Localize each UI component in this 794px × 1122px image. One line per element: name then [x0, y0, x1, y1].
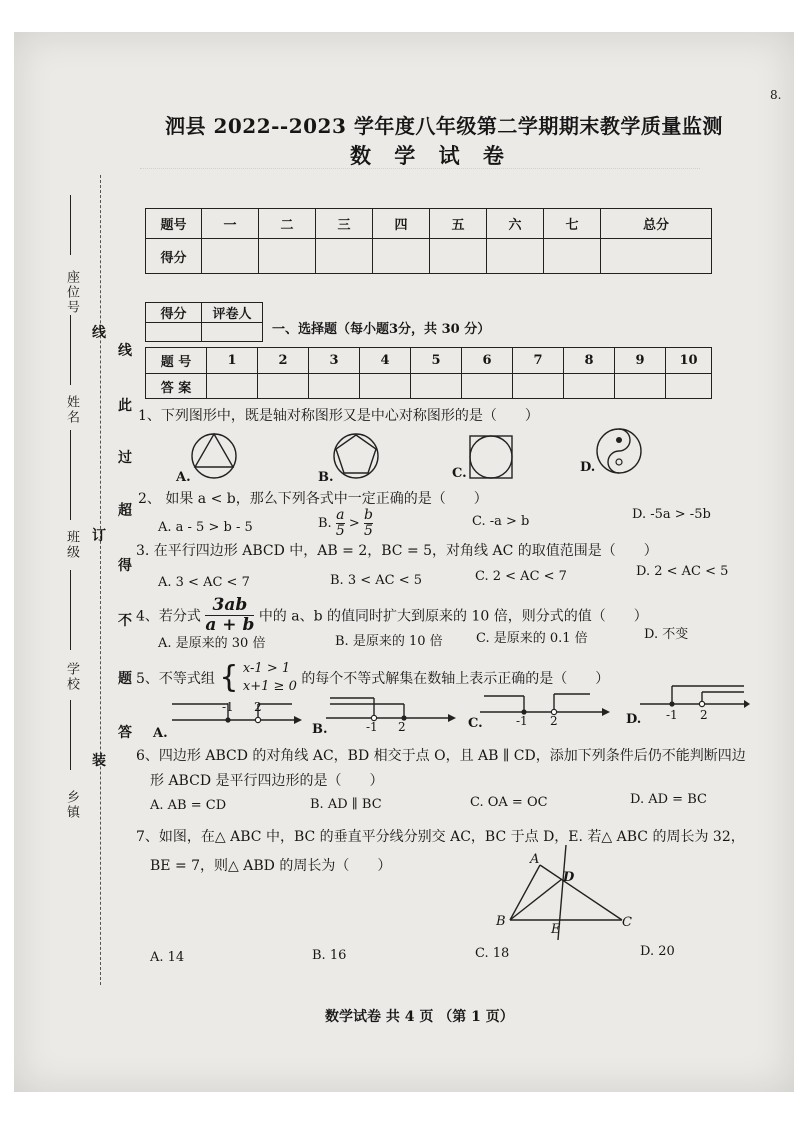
- seal-word: 线: [118, 343, 132, 359]
- q4-option-a: A. 是原来的 30 倍: [158, 636, 266, 651]
- page-footer: 数学试卷 共 4 页 （第 1 页）: [325, 1009, 514, 1025]
- score-table-header: 六: [487, 209, 544, 239]
- score-cell[interactable]: [430, 239, 487, 274]
- q7-option-d: D. 20: [640, 944, 675, 959]
- cut-word-bind: 装: [92, 753, 106, 769]
- q4-stem-prefix: 4、若分式: [136, 608, 201, 625]
- score-cell[interactable]: [601, 239, 712, 274]
- seal-word: 超: [118, 503, 132, 519]
- fraction-numerator: a: [336, 507, 345, 523]
- field-line: [70, 570, 71, 650]
- question-7-stem-line1: 7、如图，在△ ABC 中，BC 的垂直平分线分别交 AC，BC 于点 D，E. 若△ ABC 的周长为 32，: [136, 829, 745, 845]
- answer-cell[interactable]: [666, 374, 712, 399]
- field-line: [70, 430, 71, 520]
- answer-cell[interactable]: [615, 374, 666, 399]
- q2-option-a: A. a - 5 > b - 5: [158, 520, 253, 535]
- q3-option-b: B. 3 < AC < 5: [330, 573, 423, 588]
- score-cell[interactable]: [259, 239, 316, 274]
- q7-label-a: A: [530, 852, 540, 867]
- question-6-stem-line1: 6、四边形 ABCD 的对角线 AC，BD 相交于点 O，且 AB ∥ CD，添加下列条件后仍不能判断四边: [136, 748, 746, 764]
- q5-d-tick-pos: 2: [700, 708, 708, 722]
- answer-cell[interactable]: [564, 374, 615, 399]
- seal-word: 得: [118, 558, 132, 574]
- q5-a-tick-pos: 2: [254, 700, 262, 714]
- score-table-header: 一: [202, 209, 259, 239]
- q5-b-tick-pos: 2: [398, 720, 406, 734]
- q2-option-b: [318, 508, 373, 539]
- q2-option-d: D. -5a > -5b: [632, 507, 711, 522]
- question-7-stem-line2: BE = 7，则△ ABD 的周长为（ ）: [150, 858, 392, 874]
- answer-table-header: 题 号: [146, 348, 207, 374]
- score-table-header: 三: [316, 209, 373, 239]
- q5-b-tick-neg: -1: [366, 720, 378, 734]
- score-cell[interactable]: [202, 239, 259, 274]
- score-table-header: 七: [544, 209, 601, 239]
- q1-figure-b-circle-pentagon: [332, 432, 380, 480]
- q4-option-c: C. 是原来的 0.1 倍: [476, 631, 588, 646]
- seat-number-field: 座位号: [64, 270, 79, 315]
- score-cell[interactable]: [544, 239, 601, 274]
- score-cell[interactable]: [316, 239, 373, 274]
- q7-label-c: C: [622, 915, 632, 930]
- q1-option-c-label: C.: [452, 466, 467, 481]
- answer-cell[interactable]: [309, 374, 360, 399]
- score-table: [145, 208, 712, 274]
- score-table-header: 五: [430, 209, 487, 239]
- q6-option-c: C. OA = OC: [470, 795, 548, 810]
- answer-cell[interactable]: [360, 374, 411, 399]
- q5-inequality-1: x-1 > 1: [242, 661, 291, 676]
- answer-table-header: 4: [360, 348, 411, 374]
- q3-option-c: C. 2 < AC < 7: [475, 569, 567, 584]
- answer-table-header: 1: [207, 348, 258, 374]
- score-cell[interactable]: [373, 239, 430, 274]
- answer-cell[interactable]: [513, 374, 564, 399]
- fraction-denominator: 5: [363, 523, 373, 539]
- q1-option-d-label: D.: [580, 460, 596, 475]
- answer-cell[interactable]: [207, 374, 258, 399]
- q5-number-line-c: [480, 686, 610, 726]
- question-6-stem-line2: 形 ABCD 是平行四边形的是（ ）: [150, 773, 384, 789]
- q7-label-d: D: [563, 870, 575, 885]
- q6-option-b: B. AD ∥ BC: [310, 797, 382, 812]
- q4-fraction: [205, 596, 254, 635]
- q7-option-a: A. 14: [150, 950, 185, 965]
- q5-c-tick-pos: 2: [550, 714, 558, 728]
- q2-fraction-b-over-5: [364, 508, 373, 539]
- answer-table-header: 3: [309, 348, 360, 374]
- q6-option-a: A. AB = CD: [150, 798, 227, 813]
- q2-option-b-label: B.: [318, 516, 332, 531]
- fraction-denominator: a + b: [205, 615, 255, 635]
- q5-inequality-2: x+1 ≥ 0: [242, 679, 297, 694]
- q1-option-b-label: B.: [318, 470, 334, 485]
- name-field: 姓名: [64, 395, 79, 425]
- q5-option-d-label: D.: [626, 712, 642, 727]
- q3-option-a: A. 3 < AC < 7: [158, 575, 250, 590]
- seal-word: 过: [118, 450, 132, 466]
- answer-table-header: 6: [462, 348, 513, 374]
- score-table-header: 二: [259, 209, 316, 239]
- q5-option-c-label: C.: [468, 716, 483, 731]
- q5-option-b-label: B.: [312, 722, 328, 737]
- school-field: 学校: [64, 662, 79, 692]
- answer-table-header: 9: [615, 348, 666, 374]
- q5-option-a-label: A.: [153, 726, 168, 741]
- fraction-numerator: 3ab: [205, 596, 254, 616]
- q5-brace: {: [219, 660, 239, 695]
- class-field: 班级: [64, 530, 79, 560]
- cut-word-order: 订: [92, 528, 106, 544]
- grader-name-cell[interactable]: [202, 323, 263, 342]
- q3-option-d: D. 2 < AC < 5: [636, 564, 729, 579]
- q2-option-c: C. -a > b: [472, 514, 530, 529]
- cut-word-line: 线: [92, 325, 106, 341]
- bleed-through-text: [140, 168, 700, 209]
- fraction-denominator: 5: [335, 523, 345, 539]
- answer-cell[interactable]: [462, 374, 513, 399]
- q5-c-tick-neg: -1: [516, 714, 528, 728]
- q2-greater-sign: >: [348, 516, 360, 531]
- town-field: 乡镇: [64, 790, 79, 820]
- seal-word: 题: [118, 671, 132, 687]
- answer-table-header: 5: [411, 348, 462, 374]
- answer-table-header: 7: [513, 348, 564, 374]
- exam-title: 泗县 2022--2023 学年度八年级第二学期期末教学质量监测: [165, 114, 723, 138]
- section-heading: 一、选择题（每小题3分，共 30 分）: [272, 322, 491, 337]
- field-line: [70, 195, 71, 255]
- grader-box: [145, 302, 263, 342]
- q5-inequality-system: [243, 660, 297, 696]
- score-table-header: 总分: [601, 209, 712, 239]
- question-3-stem: 3. 在平行四边形 ABCD 中，AB = 2，BC = 5，对角线 AC 的取值范围是（ ）: [136, 543, 658, 559]
- q4-option-d: D. 不变: [644, 627, 689, 642]
- answer-cell[interactable]: [258, 374, 309, 399]
- grader-score-label: 得分: [146, 303, 202, 323]
- q7-option-b: B. 16: [312, 948, 347, 963]
- q4-option-b: B. 是原来的 10 倍: [335, 634, 443, 649]
- q5-number-line-d: [640, 680, 750, 720]
- field-line: [70, 700, 71, 770]
- q4-stem-suffix: 中的 a、b 的值同时扩大到原来的 10 倍，则分式的值（ ）: [258, 608, 648, 625]
- field-line: [70, 315, 71, 385]
- seal-word: 答: [118, 725, 132, 741]
- q1-figure-d-taiji: [594, 426, 644, 476]
- q5-stem-suffix: 的每个不等式解集在数轴上表示正确的是（ ）: [301, 671, 610, 687]
- answer-table-header: 10: [666, 348, 712, 374]
- q5-number-line-b: [326, 690, 456, 732]
- grader-label: 评卷人: [202, 303, 263, 323]
- score-table-header: 题号: [146, 209, 202, 239]
- grader-score-cell[interactable]: [146, 323, 202, 342]
- q2-fraction-a-over-5: [336, 508, 345, 539]
- q7-label-b: B: [496, 914, 506, 929]
- q7-label-e: E: [551, 922, 561, 937]
- answer-cell[interactable]: [411, 374, 462, 399]
- q7-triangle-figure: [500, 845, 640, 940]
- q1-figure-a-circle-triangle: [190, 432, 238, 480]
- answer-table-header: 2: [258, 348, 309, 374]
- q5-number-line-a: [172, 692, 302, 734]
- question-2-stem: 2、 如果 a < b，那么下列各式中一定正确的是（ ）: [138, 491, 488, 507]
- answer-table-label: 答 案: [146, 374, 207, 399]
- answer-table-header: 8: [564, 348, 615, 374]
- corner-mark: 8.: [770, 88, 782, 102]
- seal-word: 此: [118, 398, 132, 414]
- score-table-header: 四: [373, 209, 430, 239]
- fraction-numerator: b: [363, 507, 373, 523]
- seal-word: 不: [118, 613, 132, 629]
- q1-figure-c-square-circle: [466, 432, 516, 482]
- score-table-label: 得分: [146, 239, 202, 274]
- question-1-stem: 1、下列图形中，既是轴对称图形又是中心对称图形的是（ ）: [138, 408, 539, 424]
- q5-d-tick-neg: -1: [666, 708, 678, 722]
- score-cell[interactable]: [487, 239, 544, 274]
- q1-option-a-label: A.: [176, 470, 191, 485]
- q6-option-d: D. AD = BC: [630, 792, 707, 807]
- exam-subtitle: 数 学 试 卷: [350, 143, 512, 168]
- answer-table: [145, 347, 712, 399]
- q7-option-c: C. 18: [475, 946, 510, 961]
- q5-a-tick-neg: -1: [222, 700, 234, 714]
- q5-stem-prefix: 5、不等式组: [136, 671, 215, 687]
- binding-dash-line: [100, 175, 101, 985]
